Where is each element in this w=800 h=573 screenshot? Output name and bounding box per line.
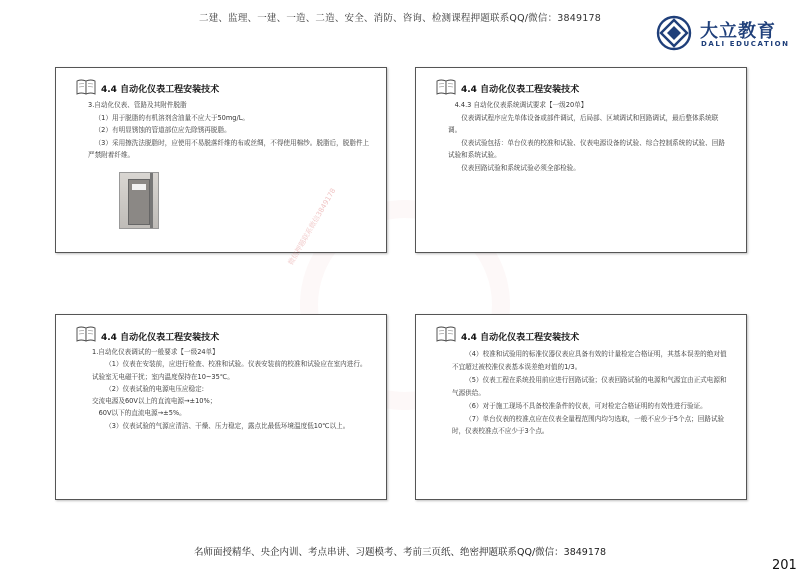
instrument-photo — [119, 172, 159, 229]
slide-body — [452, 348, 728, 438]
body-line: 60V以下的直流电源→±5%。 — [98, 409, 186, 418]
section-heading: 4.4.3 自动化仪表系统调试要求【一级20单】 — [454, 101, 588, 109]
slide-3 — [55, 314, 387, 500]
slide-title: 4.4 自动化仪表工程安装技术 — [101, 333, 220, 343]
body-line: （6）对于施工现场不具备校准条件的仪表，可对检定合格证明的有效性进行验证。 — [465, 401, 707, 410]
body-line: （1）用于脱脂的有机溶剂含油量不应大于50mg/L。 — [94, 113, 249, 122]
body-line: （7）单台仪表的校准点应在仪表全量程范围内均匀选取，一般不应少于5个点；回路试验时，仪表校准点不应少于3个点。 — [452, 414, 725, 436]
section-heading: 1.自动化仪表调试的一般要求【一级24单】 — [92, 348, 219, 356]
body-line: 仪表试验包括：单台仪表的校准和试验、仪表电源设备的试验、综合控制系统的试验、回路试验和系统试验。 — [448, 138, 725, 160]
section-heading: 3.自动化仪表、管路及其附件脱脂 — [88, 101, 187, 109]
body-line: 仪表回路试验和系统试验必须全部检验。 — [461, 163, 580, 172]
slide-title: 4.4 自动化仪表工程安装技术 — [101, 85, 220, 95]
slide-2 — [415, 67, 747, 253]
body-line: （3）仪表试验的气源应清洁、干燥、压力稳定，露点比最低环境温度低10℃以上。 — [105, 421, 350, 430]
slide-body — [88, 99, 370, 162]
dali-emblem-icon — [656, 15, 692, 51]
body-line: （5）仪表工程在系统投用前应进行回路试验；仪表回路试验的电源和气源宜由正式电源和气源供给。 — [452, 375, 727, 397]
logo — [656, 15, 790, 53]
page-number: 201 — [772, 558, 797, 573]
slide-title: 4.4 自动化仪表工程安装技术 — [461, 333, 580, 343]
body-line: （1）仪表在安装前，应进行检查、校准和试验。仪表安装前的校准和试验应在室内进行。试验室无电磁干扰；室内温度保持在10~35℃。 — [92, 360, 367, 381]
logo-text-en: DALI EDUCATION — [701, 40, 790, 48]
slide-body — [92, 346, 368, 432]
body-line: （2）有明显锈蚀的管道部位应先除锈再脱脂。 — [94, 126, 231, 135]
book-icon — [436, 325, 456, 342]
body-line: 交流电源及60V以上的直流电源→±10%； — [92, 397, 217, 406]
body-line: （3）采用擦洗法脱脂时，应使用不易脱落纤维的布或丝绸，不得使用棉纱。脱脂后，脱脂件上严禁附着纤维。 — [88, 138, 370, 160]
book-icon — [76, 78, 96, 95]
slide-body — [448, 99, 730, 175]
slide-title: 4.4 自动化仪表工程安装技术 — [461, 85, 580, 95]
body-line: （2）仪表试验的电源电压应稳定: — [105, 384, 204, 393]
slide-1 — [55, 67, 387, 253]
logo-text-cn: 大立教育 — [700, 21, 776, 42]
slide-watermark: 微信押题联系微信3849178 — [286, 186, 338, 267]
footer-banner: 名师面授精华、央企内训、考点串讲、习题模考、考前三页纸、绝密押题联系QQ/微信：3849178 — [194, 547, 606, 558]
book-icon — [76, 325, 96, 342]
slide-4 — [415, 314, 747, 500]
body-line: 仪表调试程序应先单体设备或部件调试，后局部、区域调试和回路调试，最后整体系统联调。 — [448, 113, 719, 135]
header-banner: 二建、监理、一建、一造、二造、安全、消防、咨询、检测课程押题联系QQ/微信：3849178 — [199, 13, 601, 24]
book-icon — [436, 78, 456, 95]
body-line: （4）校准和试验用的标准仪器仪表应具备有效的计量检定合格证明，其基本误差的绝对值不宜超过被校准仪表基本误差绝对值的1/3。 — [452, 350, 727, 371]
